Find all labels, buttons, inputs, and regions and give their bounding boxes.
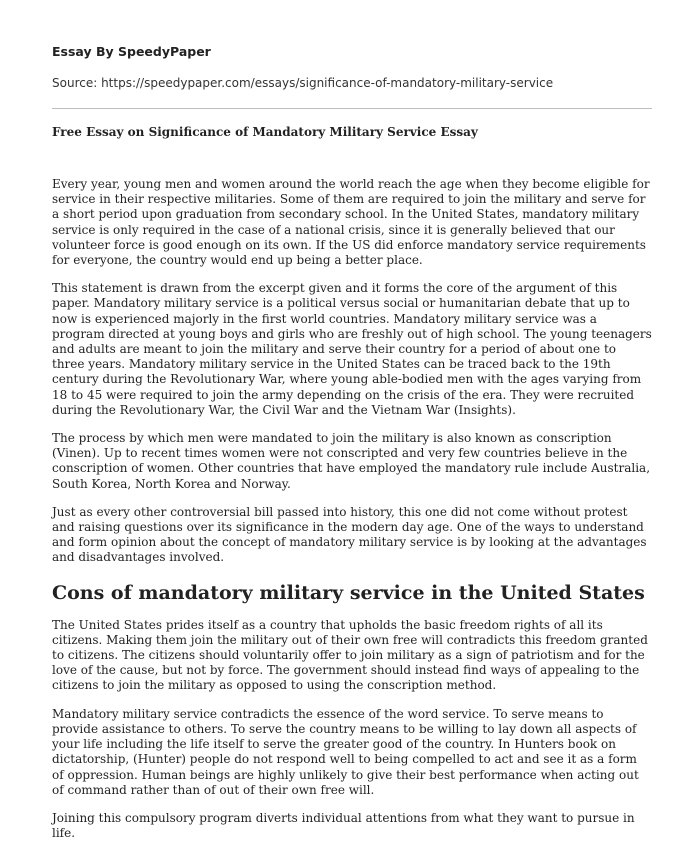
essay-byline: Essay By SpeedyPaper xyxy=(52,44,211,59)
paragraph: This statement is drawn from the excerpt given and it forms the core of the argument of this paper. Mandatory military service is a political versus social or humanitarian debate that up to now is experienced majorly in the first world countries. Mandatory military service was a program directed at young boys and girls who are freshly out of high school. The young teenagers and adults are meant to join the military and serve their country for a period of about one to three years. Mandatory military service in the United States can be traced back to the 19th century during the Revolutionary War, where young able-bodied men with the ages varying from 18 to 45 were required to join the army depending on the crisis of the era. They were recruited during the Revolutionary War, the Civil War and the Vietnam War (Insights). xyxy=(52,281,652,417)
header-divider xyxy=(52,108,652,109)
paragraph: Every year, young men and women around the world reach the age when they become eligible for service in their respective militaries. Some of them are required to join the military and serve for a short period upon graduation from secondary school. In the United States, mandatory military service is only required in the case of a national crisis, since it is generally believed that our volunteer force is good enough on its own. If the US did enforce mandatory service requirements for everyone, the country would end up being a better place. xyxy=(52,177,650,268)
source-line: Source: https://speedypaper.com/essays/significance-of-mandatory-military-service xyxy=(52,76,554,90)
paragraph: Just as every other controversial bill passed into history, this one did not come without protest and raising questions over its significance in the modern day age. One of the ways to understand and form opinion about the concept of mandatory military service is by looking at the advantages and disadvantages involved. xyxy=(52,504,647,565)
paragraph: The United States prides itself as a country that upholds the basic freedom rights of all its citizens. Making them join the military out of their own free will contradicts this freedom granted to citizens. The citizens should voluntarily offer to join military as a sign of patriotism and for the love of the cause, but not by force. The government should instead find ways of appealing to the citizens to join the military as opposed to using the conscription method. xyxy=(52,617,648,693)
essay-title: Free Essay on Significance of Mandatory Military Service Essay xyxy=(52,125,478,139)
paragraph: The process by which men were mandated to join the military is also known as conscription (Vinen). Up to recent times women were not conscripted and very few countries believe in the conscription of women. Other countries that have employed the mandatory rule include Australia, South Korea, North Korea and Norway. xyxy=(52,431,651,491)
section-heading: Cons of mandatory military service in the United States xyxy=(52,581,645,604)
paragraph: Mandatory military service contradicts the essence of the word service. To serve means to provide assistance to others. To serve the country means to be willing to lay down all aspects of your life including the life itself to serve the greater good of the country. In Hunters book on dictatorship, (Hunter) people do not respond well to being compelled to act and see it as a form of oppression. Human beings are highly unlikely to give their best performance when acting out of command rather than of out of their own free will. xyxy=(52,706,639,797)
paragraph: Joining this compulsory program diverts individual attentions from what they want to pursue in life. xyxy=(52,810,635,841)
